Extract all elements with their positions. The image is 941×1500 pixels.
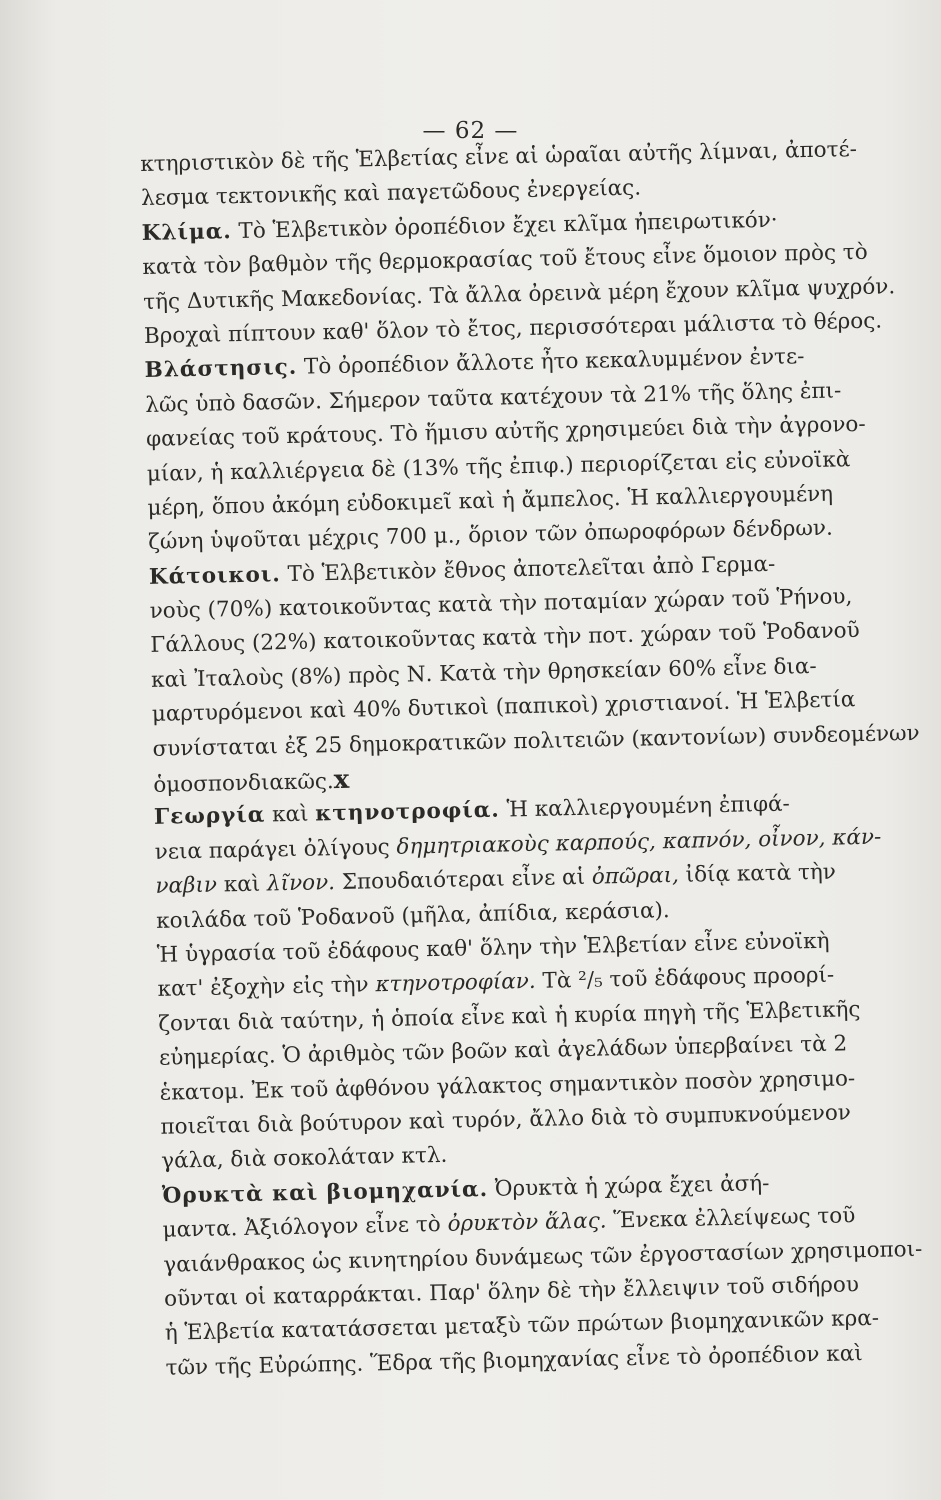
text-segment: Τὰ ²/₅ τοῦ ἐδάφους προορί-	[535, 963, 835, 995]
section-heading: Βλάστησις.	[144, 355, 298, 384]
text-segment: ἑκατομ. Ἐκ τοῦ ἀφθόνου γάλακτος σημαντικὸν ποσὸν χρησιμο-	[159, 1065, 856, 1106]
text-segment: Βροχαὶ πίπτουν καθ' ὅλον τὸ ἔτος, περισσότεραι μάλιστα τὸ θέρος.	[143, 308, 883, 349]
text-segment: οῦνται οἱ καταρράκται. Παρ' ὅλην δὲ τὴν ἔλλειψιν τοῦ σιδήρου	[163, 1272, 860, 1312]
text-segment: ὀπῶραι,	[591, 863, 680, 890]
text-segment: κτηριστικὸν δὲ τῆς Ἑλβετίας εἶνε αἱ ὡραῖαι αὐτῆς λίμναι, ἀποτέ-	[140, 136, 858, 177]
text-segment: ὁμοσπονδιακῶς.	[153, 769, 334, 798]
section-heading: Κάτοικοι.	[148, 561, 282, 590]
text-segment: ἡ Ἑλβετία κατατάσσεται μεταξὺ τῶν πρώτων βιομηχανικῶν κρα-	[164, 1306, 880, 1347]
text-segment: καὶ	[264, 801, 316, 828]
text-segment: ζώνη ὑψοῦται μέχρις 700 μ., ὅριον τῶν ὀπωροφόρων δένδρων.	[148, 515, 834, 556]
text-segment: κατὰ τὸν βαθμὸν τῆς θερμοκρασίας τοῦ ἔτους εἶνε ὅμοιον πρὸς τὸ	[142, 239, 868, 281]
page-number: — 62 —	[422, 118, 519, 144]
text-segment: Τὸ ὀροπέδιον ἄλλοτε ἦτο κεκαλυμμένον ἐντε-	[296, 344, 805, 381]
text-segment: Ἡ καλλιεργουμένη ἐπιφά-	[499, 791, 791, 824]
text-segment: μέρη, ὅπου ἀκόμη εὐδοκιμεῖ καὶ ἡ ἄμπελος. Ἡ καλλιεργουμένη	[147, 481, 834, 521]
text-segment: ποιεῖται διὰ βούτυρον καὶ τυρόν, ἄλλο διὰ τὸ συμπυκνούμενον	[160, 1100, 852, 1140]
section-heading: Κλίμα.	[141, 218, 232, 246]
text-segment: φανείας τοῦ κράτους. Τὸ ἥμισυ αὐτῆς χρησιμεύει διὰ τὴν ἀγρονο-	[145, 411, 866, 453]
text-segment: Ἕνεκα ἐλλείψεως τοῦ	[606, 1203, 856, 1234]
text-segment: νοὺς (70%) κατοικοῦντας κατὰ τὴν ποταμίαν χώραν τοῦ Ῥήνου,	[149, 584, 853, 624]
text-segment: τῆς Δυτικῆς Μακεδονίας. Τὰ ἄλλα ὀρεινὰ μέρη ἔχουν κλῖμα ψυχρόν.	[142, 273, 896, 315]
text-segment: εὐημερίας. Ὁ ἀριθμὸς τῶν βοῶν καὶ ἀγελάδων ὑπερβαίνει τὰ 2	[158, 1031, 848, 1071]
text-segment: Γάλλους (22%) κατοικοῦντας κατὰ τὴν ποτ. χώραν τοῦ Ῥοδανοῦ	[150, 618, 860, 659]
text-segment: λεσμα τεκτονικῆς καὶ παγετῶδους ἐνεργείας.	[140, 175, 642, 212]
text-segment: Ὀρυκτὰ ἡ χώρα ἔχει ἀσή-	[487, 1170, 770, 1202]
text-segment: μαντα. Ἀξιόλογον εἶνε τὸ	[162, 1211, 448, 1243]
text-segment: λῖνον.	[266, 870, 336, 897]
text-segment: νεια παράγει ὀλίγους	[154, 834, 397, 865]
text-segment: καὶ Ἰταλοὺς (8%) πρὸς Ν. Κατὰ τὴν θρησκείαν 60% εἶνε δια-	[150, 653, 817, 693]
text-segment: κτηνοτροφίαν.	[375, 969, 536, 998]
text-segment: μίαν, ἡ καλλιέργεια δὲ (13% τῆς ἐπιφ.) περιορίζεται εἰς εὐνοϊκὰ	[146, 446, 851, 487]
text-segment: λῶς ὑπὸ δασῶν. Σήμερον ταῦτα κατέχουν τὰ 21% τῆς ὅλης ἐπι-	[145, 378, 842, 418]
margin-mark: x	[333, 764, 350, 796]
text-segment: συνίσταται ἐξ 25 δημοκρατικῶν πολιτειῶν (καντονίων) συνδεομένων	[152, 720, 920, 762]
text-segment: ὀρυκτὸν ἅλας.	[447, 1208, 607, 1237]
text-segment: καὶ	[216, 871, 268, 898]
text-segment: δημητριακοὺς καρπούς, καπνόν, οἶνον, κάν-	[396, 824, 882, 860]
text-segment: ζονται διὰ ταύτην, ἡ ὁποία εἶνε καὶ ἡ κυρία πηγὴ τῆς Ἑλβετικῆς	[158, 996, 861, 1037]
text-segment: ναβιν	[155, 872, 218, 900]
text-segment: μαρτυρόμενοι καὶ 40% δυτικοὶ (παπικοὶ) χριστιανοί. Ἡ Ἑλβετία	[151, 687, 856, 728]
text-segment: Τὸ Ἑλβετικὸν ἔθνος ἀποτελεῖται ἀπὸ Γερμα-	[280, 551, 776, 587]
text-segment: κατ' ἐξοχὴν εἰς τὴν	[157, 972, 376, 1003]
section-heading: Ὀρυκτὰ καὶ βιομηχανία.	[161, 1176, 489, 1209]
body-text	[140, 132, 936, 1386]
text-segment: τῶν τῆς Εὐρώπης. Ἕδρα τῆς βιομηχανίας εἶνε τὸ ὀροπέδιον καὶ	[165, 1340, 863, 1381]
text-segment: γάλα, διὰ σοκολάταν κτλ.	[160, 1143, 448, 1175]
text-segment: Τὸ Ἑλβετικὸν ὀροπέδιον ἔχει κλῖμα ἠπειρωτικόν·	[231, 207, 778, 244]
text-segment: κοιλάδα τοῦ Ῥοδανοῦ (μῆλα, ἀπίδια, κεράσια).	[155, 897, 670, 934]
text-segment: Σπουδαιότεραι εἶνε αἱ	[334, 864, 593, 896]
text-segment: ἰδίᾳ κατὰ τὴν	[678, 859, 837, 889]
text-segment: γαιάνθρακος ὡς κινητηρίου δυνάμεως τῶν ἐργοστασίων χρησιμοποι-	[163, 1236, 923, 1278]
section-heading: κτηνοτροφία.	[315, 798, 500, 827]
section-heading: Γεωργία	[153, 802, 266, 831]
text-segment: Ἡ ὑγρασία τοῦ ἐδάφους καθ' ὅλην τὴν Ἑλβετίαν εἶνε εὐνοϊκὴ	[156, 928, 830, 968]
